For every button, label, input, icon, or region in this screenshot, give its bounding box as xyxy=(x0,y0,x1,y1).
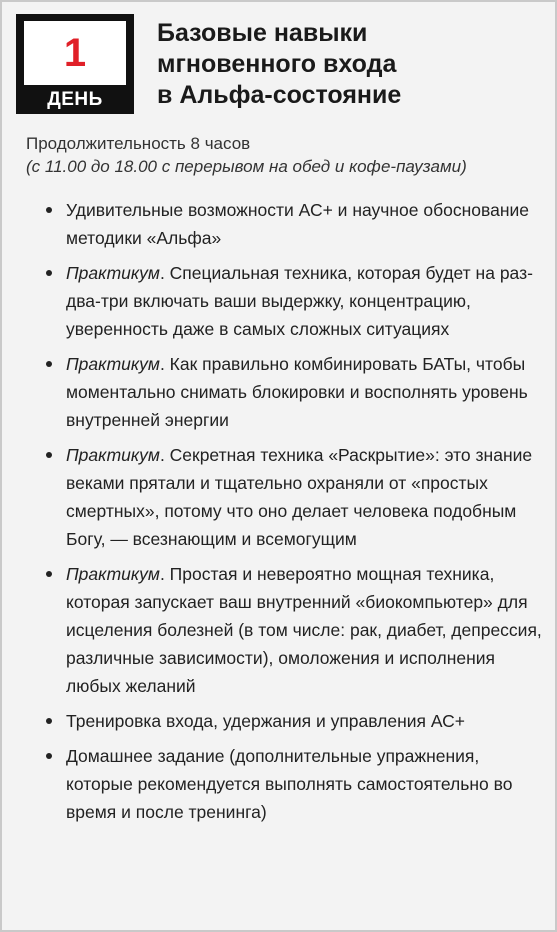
item-text: . Простая и невероятно мощная техника, которая запускает ваш внутренний «биокомпьютер» для исцеления болезней (в том числе: рак, диабет, депрессия, различные зависимости), омоложения и исполнения любых желаний xyxy=(66,564,542,696)
item-text: . Специальная техника, которая будет на раз-два-три включать ваши выдержку, концентрацию, уверенность даже в самых сложных ситуациях xyxy=(66,263,533,339)
item-prefix: Практикум xyxy=(66,564,160,584)
list-item xyxy=(26,196,546,252)
item-text: . Как правильно комбинировать БАТы, чтобы моментально снимать блокировки и восполнять уровень внутренней энергии xyxy=(66,354,528,430)
day-title-line: в Альфа-состояние xyxy=(157,81,402,109)
list-item xyxy=(26,707,546,735)
list-item xyxy=(26,742,546,826)
day-title-line: мгновенного входа xyxy=(157,50,397,78)
list-item xyxy=(26,259,546,343)
list-item xyxy=(26,350,546,434)
day-badge xyxy=(16,14,134,114)
bullet-icon xyxy=(46,718,52,724)
item-text: Домашнее задание (дополнительные упражнения, которые рекомендуется выполнять самостоятельно во время и после тренинга) xyxy=(66,746,513,822)
bullet-icon xyxy=(46,270,52,276)
day-title-line: Базовые навыки xyxy=(157,19,368,47)
bullet-icon xyxy=(46,753,52,759)
list-item xyxy=(26,441,546,553)
list-item xyxy=(26,560,546,700)
bullet-icon xyxy=(46,207,52,213)
day-label: ДЕНЬ xyxy=(47,88,103,110)
day-title xyxy=(157,18,537,111)
item-text: Удивительные возможности АС+ и научное обоснование методики «Альфа» xyxy=(66,200,530,248)
bullet-icon xyxy=(46,571,52,577)
duration-schedule-note: (с 11.00 до 18.00 с перерывом на обед и кофе-паузами) xyxy=(26,157,467,176)
bullet-icon xyxy=(46,452,52,458)
day-number: 1 xyxy=(24,21,126,85)
item-text: Тренировка входа, удержания и управления АС+ xyxy=(66,711,466,731)
item-prefix: Практикум xyxy=(66,354,160,374)
bullet-icon xyxy=(46,361,52,367)
item-prefix: Практикум xyxy=(66,263,160,283)
duration-text: Продолжительность 8 часов xyxy=(26,134,251,153)
duration-block xyxy=(26,132,546,178)
item-prefix: Практикум xyxy=(66,445,160,465)
item-text: . Секретная техника «Раскрытие»: это знание веками прятали и тщательно охраняли от «простых смертных», потому что оно делает человека подобным Богу, — всезнающим и всемогущим xyxy=(66,445,533,549)
program-items-list xyxy=(26,196,546,833)
